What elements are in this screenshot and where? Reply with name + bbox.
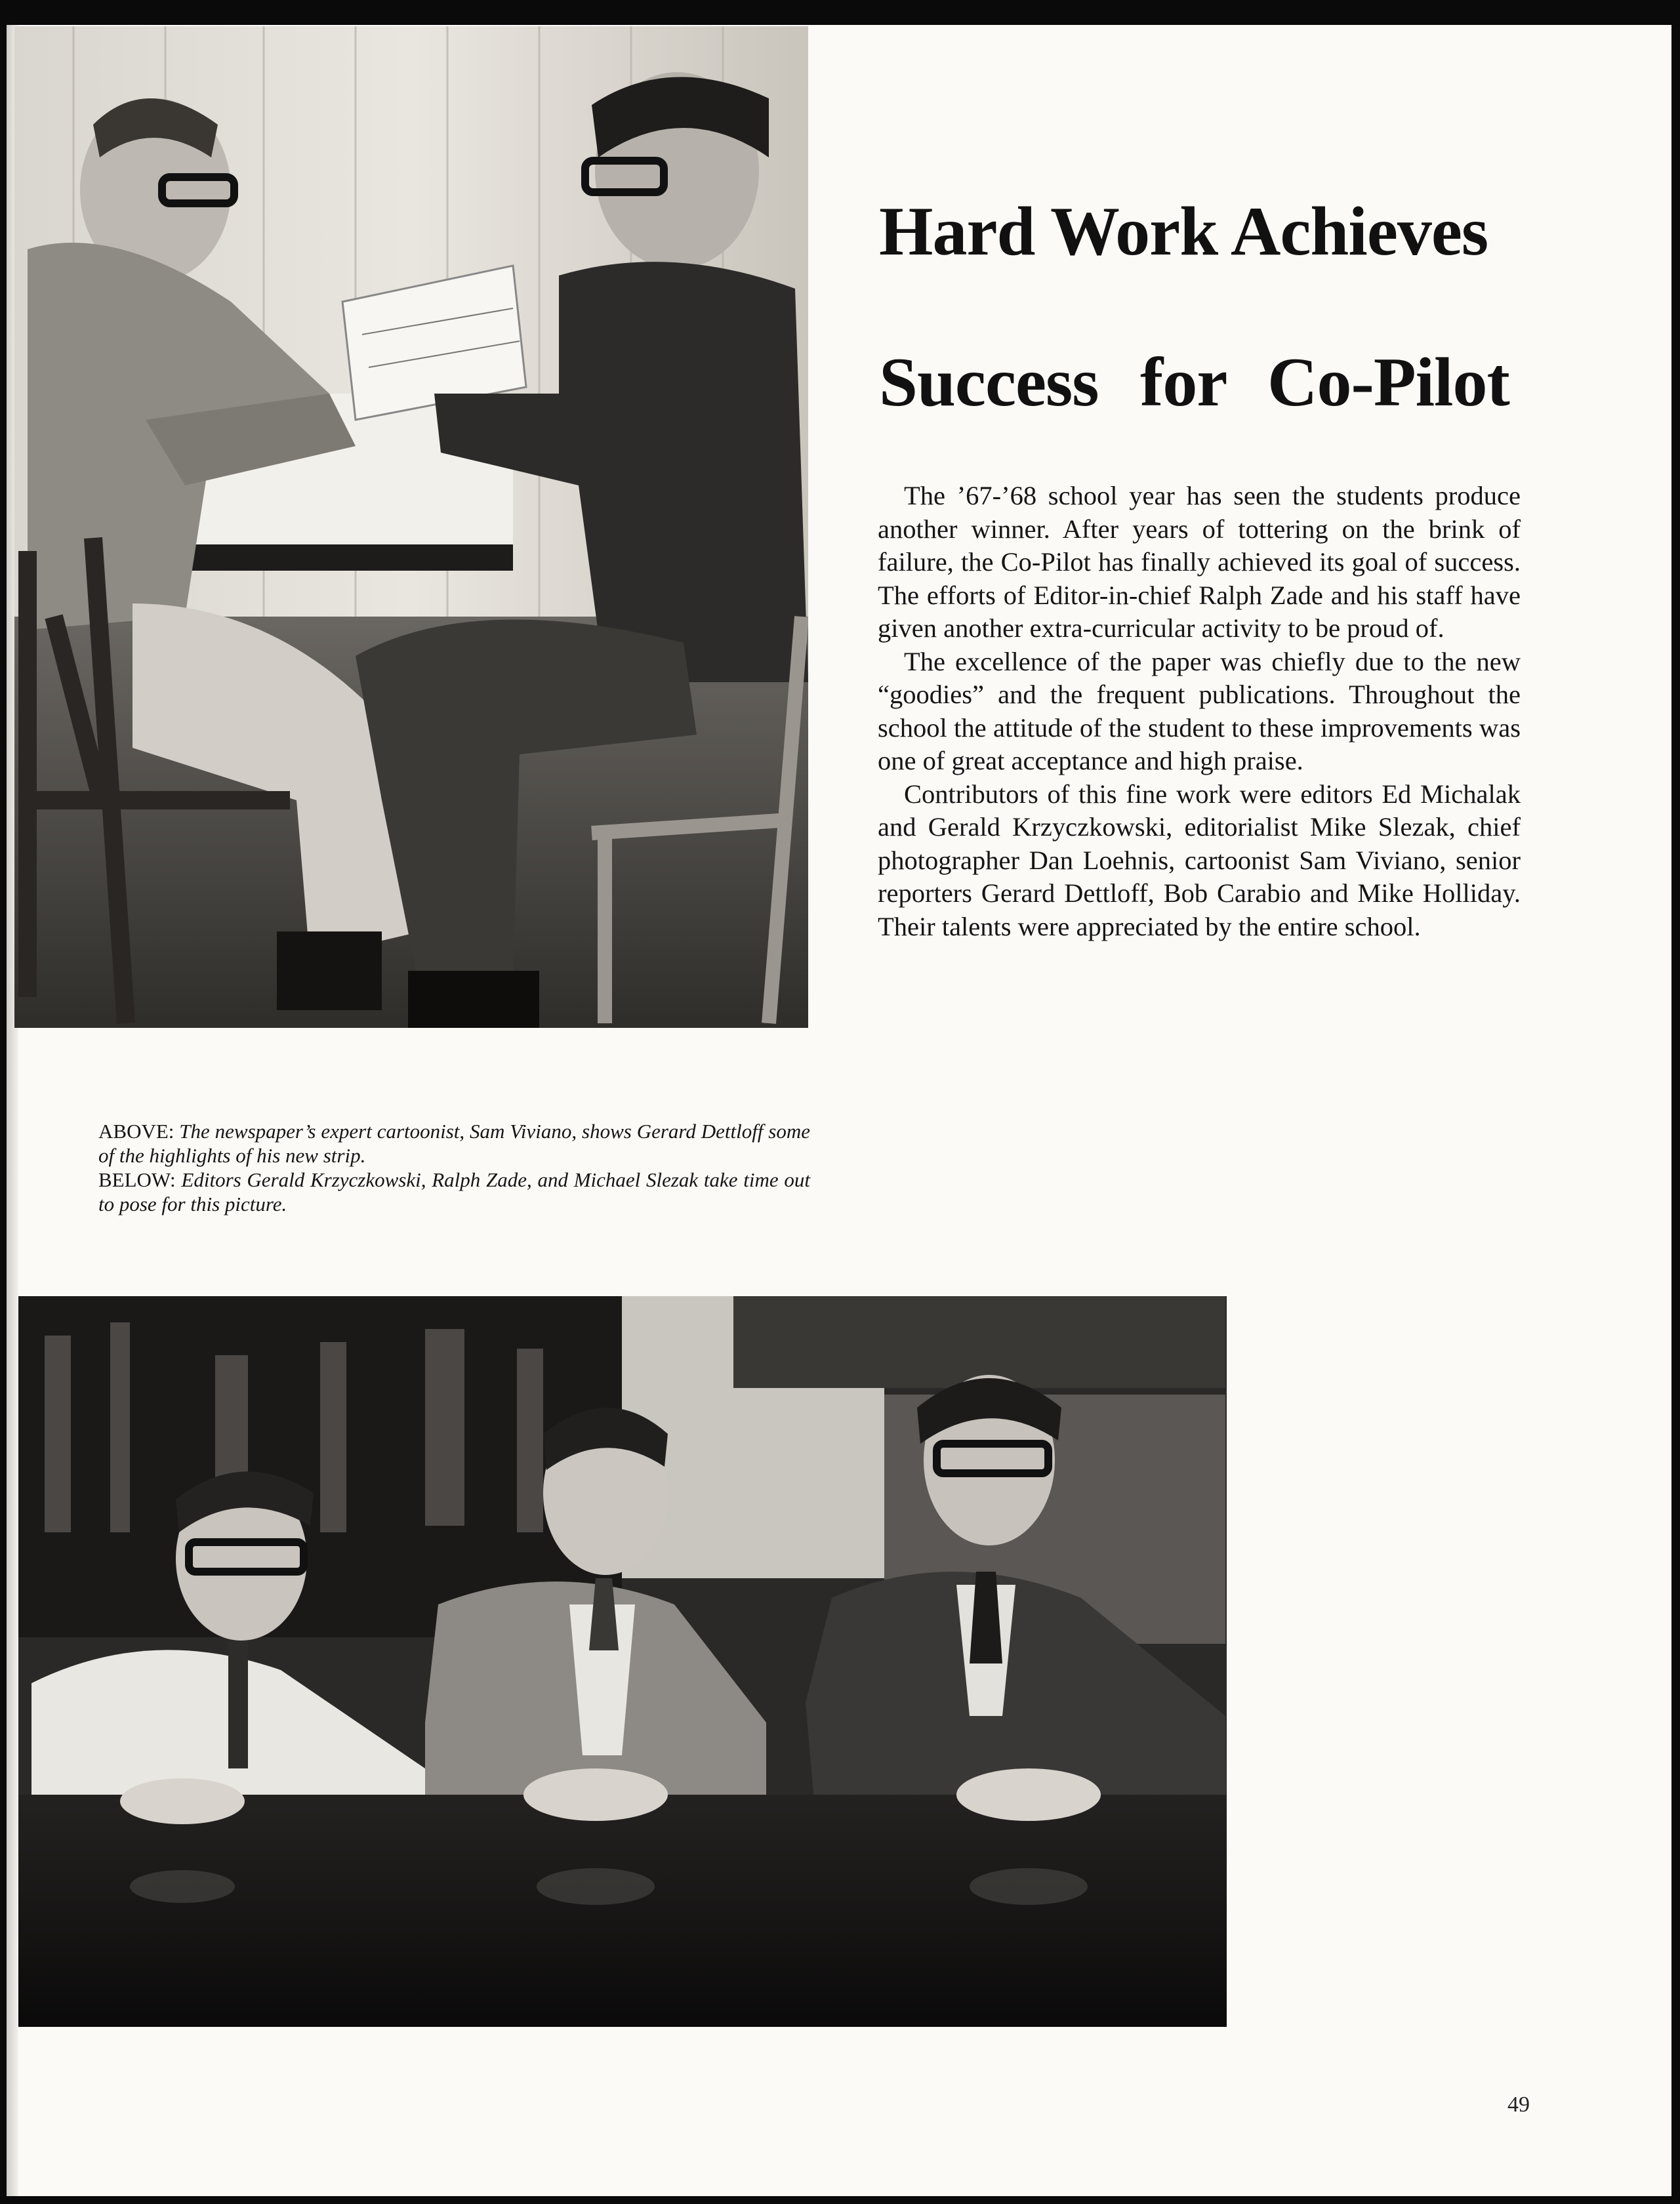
caption-below-lead: BELOW:: [98, 1168, 176, 1191]
caption-below-text: Editors Gerald Krzyczkowski, Ralph Zade, and Michael Slezak take time out to pose for this picture.: [98, 1168, 810, 1215]
headline-line-1: Hard Work Achieves: [879, 193, 1488, 270]
photo-caption: [98, 1119, 810, 1216]
article-paragraph: The excellence of the paper was chiefly due to the new “goodies” and the frequent publications. Throughout the school the attitude of the student to these improvements was one of great acceptance and high praise.: [878, 646, 1521, 775]
photo-editors: [18, 1296, 1227, 2027]
article-body: [878, 480, 1521, 943]
article-headline: [879, 156, 1542, 458]
caption-above-text: The newspaper’s expert cartoonist, Sam Viviano, shows Gerard Dettloff some of the highlights of his new strip.: [98, 1120, 811, 1167]
photo-cartoonist: [14, 26, 808, 1028]
caption-above: [98, 1119, 810, 1168]
headline-line-2: Success for Co-Pilot: [879, 344, 1509, 420]
article-paragraph: Contributors of this fine work were editors Ed Michalak and Gerald Krzyczkowski, editorialist Mike Slezak, chief photographer Dan Loehnis, cartoonist Sam Viviano, senior reporters Gerard Dettloff, Bob Carabio and Mike Holliday. Their talents were appreciated by the entire school.: [878, 779, 1521, 941]
caption-above-lead: ABOVE:: [98, 1120, 174, 1143]
caption-below: [98, 1168, 810, 1216]
page-number: 49: [1507, 2092, 1530, 2117]
yearbook-page: [7, 25, 1671, 2196]
article-paragraph: The ’67-’68 school year has seen the students produce another winner. After years of tottering on the brink of failure, the Co-Pilot has finally achieved its goal of success. The efforts of Editor-in-chief Ralph Zade and his staff have given another extra-curricular activity to be proud of.: [878, 481, 1521, 643]
